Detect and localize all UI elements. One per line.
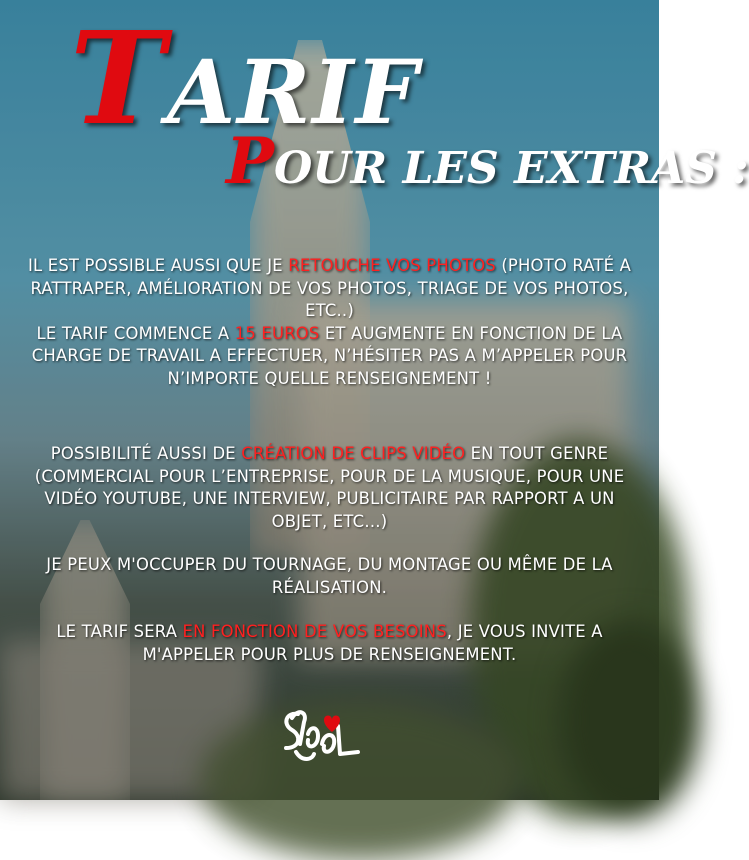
text: POSSIBILITÉ AUSSI DE <box>50 444 242 463</box>
text: LE TARIF COMMENCE A <box>36 323 235 343</box>
highlight-retouche: RETOUCHE VOS PHOTOS <box>288 256 496 275</box>
text: LE TARIF SERA <box>56 622 183 641</box>
highlight-price: 15 EUROS <box>234 323 320 343</box>
subtitle-initial: P <box>226 124 274 199</box>
subtitle-rest: OUR LES EXTRAS : <box>273 143 749 194</box>
signature-logo-icon <box>278 704 370 768</box>
text: (PHOTO RATÉ A RATTRAPER, AMÉLIORATION DE VOS PHOTOS, TRIAGE DE VOS PHOTOS, ETC..) <box>30 256 632 320</box>
highlight-video: CRÉATION DE CLIPS VIDÉO <box>241 444 466 463</box>
highlight-besoins: EN FONCTION DE VOS BESOINS <box>182 622 447 641</box>
video-paragraph <box>14 443 645 533</box>
subtitle-pour-les-extras <box>226 124 749 199</box>
text: , JE VOUS INVITE A M'APPELER POUR PLUS DE RENSEIGNEMENT. <box>142 622 603 664</box>
title-rest: ARIF <box>166 40 421 144</box>
tournage-paragraph: JE PEUX M'OCCUPER DU TOURNAGE, DU MONTAGE OU MÊME DE LA RÉALISATION. <box>46 555 613 597</box>
retouche-line-1 <box>14 255 645 323</box>
text: EN TOUT GENRE (COMMERCIAL POUR L’ENTREPRISE, POUR DE LA MUSIQUE, POUR UNE VIDÉO YOUTUBE, UNE INTERVIEW, PUBLICITAIRE PAR RAPPORT A UN OBJET, ETC…) <box>34 444 625 531</box>
title-initial: T <box>70 4 167 154</box>
text: IL EST POSSIBLE AUSSI QUE JE <box>27 256 289 275</box>
besoins-paragraph <box>14 621 645 666</box>
text: ET AUGMENTE EN FONCTION DE LA CHARGE DE TRAVAIL A EFFECTUER, N’HÉSITER PAS A M’APPELER POUR N’IMPORTE QUELLE RENSEIGNEMENT ! <box>31 323 628 388</box>
retouche-line-2 <box>14 323 645 391</box>
retouche-paragraph <box>14 255 645 390</box>
